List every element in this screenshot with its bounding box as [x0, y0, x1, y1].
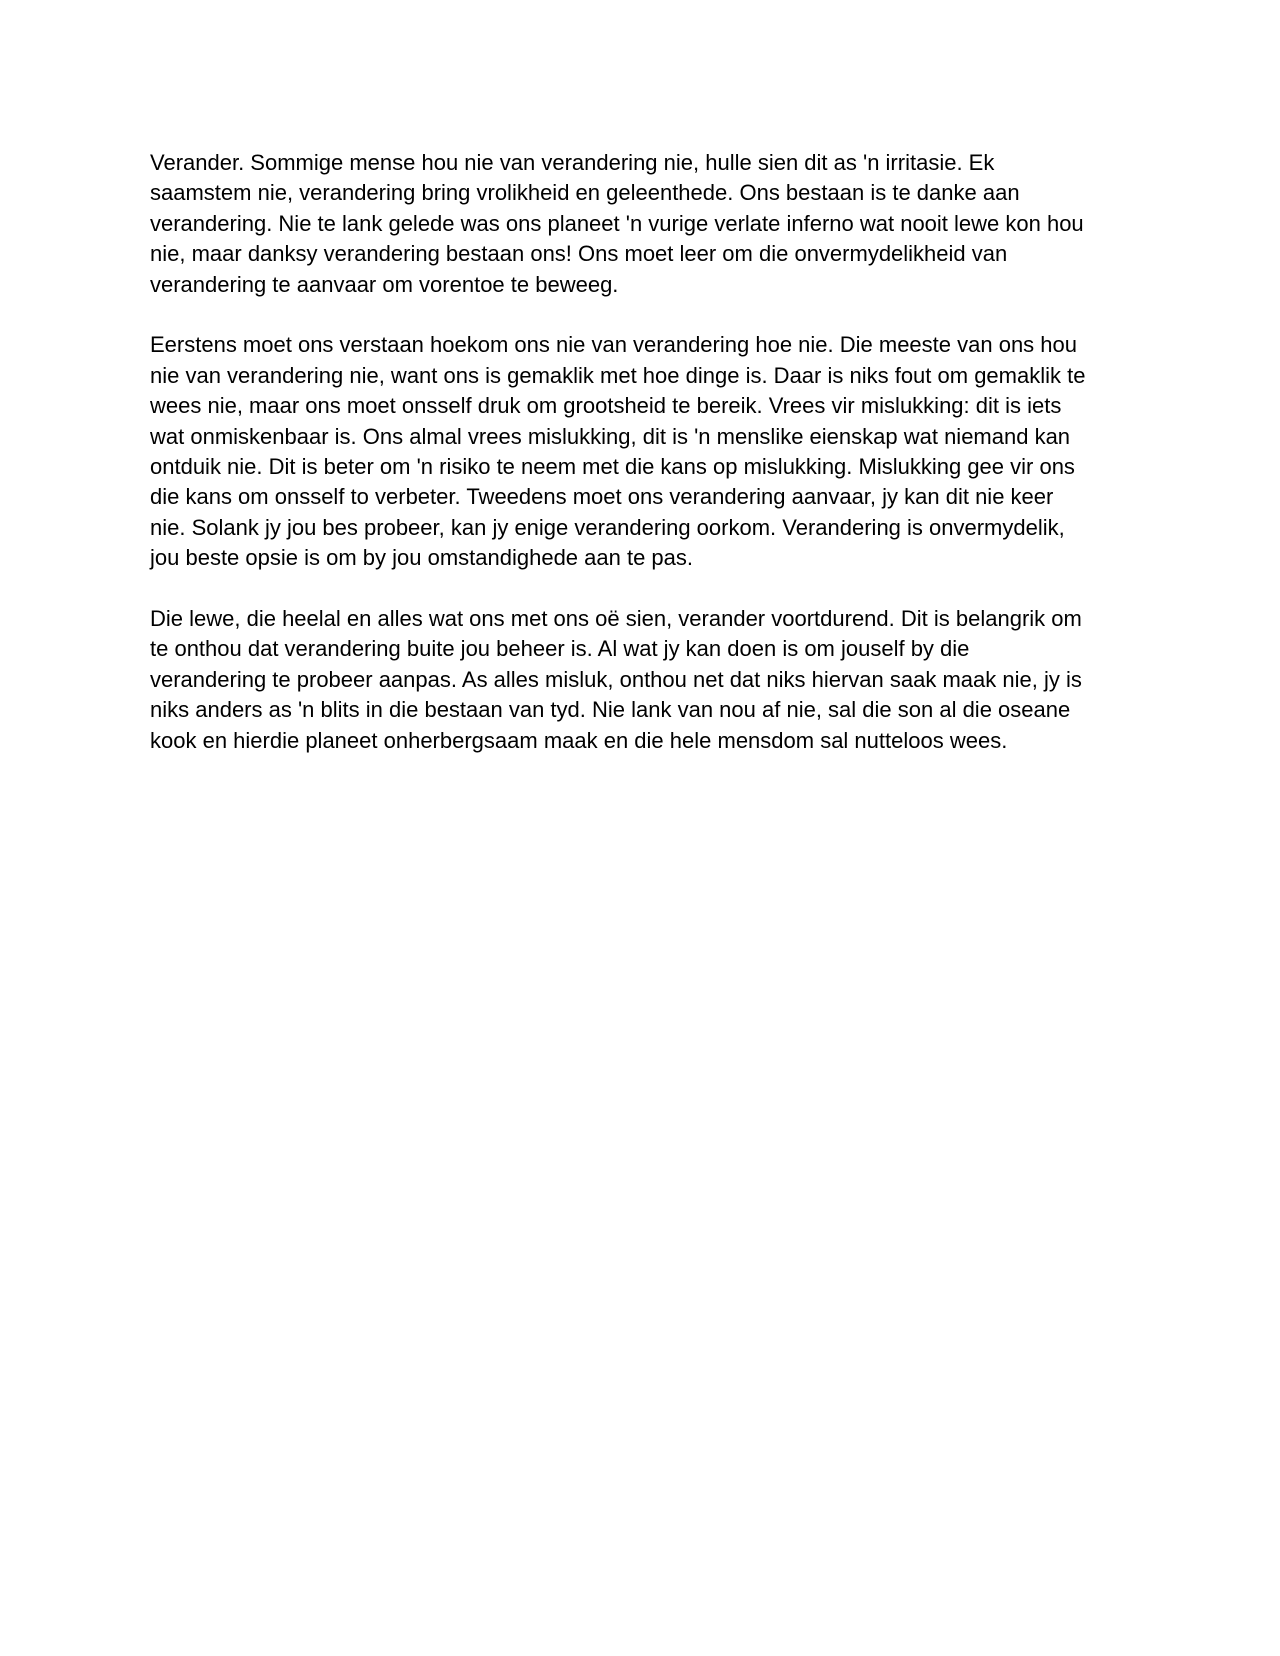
text-line: Die lewe, die heelal en alles wat ons met ons oë sien, verander voortdurend. Dit is belangrik om	[150, 606, 1082, 632]
text-line: Eerstens moet ons verstaan hoekom ons nie van verandering hoe nie. Die meeste van ons hou	[150, 332, 1077, 358]
text-line: wees nie, maar ons moet onsself druk om grootsheid te bereik. Vrees vir mislukking: dit is iets	[150, 393, 1062, 419]
text-line: niks anders as 'n blits in die bestaan van tyd. Nie lank van nou af nie, sal die son al die oseane	[150, 697, 1071, 723]
text-line: Verander. Sommige mense hou nie van verandering nie, hulle sien dit as 'n irritasie. Ek	[150, 150, 995, 175]
text-line: jou beste opsie is om by jou omstandighede aan te pas.	[150, 545, 694, 571]
text-line: verandering. Nie te lank gelede was ons planeet 'n vurige verlate inferno wat nooit lewe kon hou	[150, 210, 1084, 236]
text-line: te onthou dat verandering buite jou beheer is. Al wat jy kan doen is om jouself by die	[150, 636, 970, 662]
text-line: die kans om onsself to verbeter. Tweedens moet ons verandering aanvaar, jy kan dit nie keer	[150, 484, 1054, 510]
text-line: verandering te probeer aanpas. As alles misluk, onthou net dat niks hiervan saak maak nie, jy is	[150, 666, 1082, 692]
text-line: ontduik nie. Dit is beter om 'n risiko te neem met die kans op mislukking. Mislukking gee vir ons	[150, 454, 1075, 480]
text-line: kook en hierdie planeet onherbergsaam maak en die hele mensdom sal nutteloos wees.	[150, 727, 1008, 753]
paragraph-1	[150, 148, 1140, 300]
text-line: wat onmiskenbaar is. Ons almal vrees mislukking, dit is 'n menslike eienskap wat niemand kan	[150, 423, 1071, 449]
text-line: nie. Solank jy jou bes probeer, kan jy enige verandering oorkom. Verandering is onvermydelik,	[150, 514, 1065, 540]
document-body	[150, 148, 1140, 786]
text-line: saamstem nie, verandering bring vrolikheid en geleenthede. Ons bestaan is te danke aan	[150, 180, 1020, 206]
paragraph-2	[150, 330, 1140, 573]
text-line: nie, maar danksy verandering bestaan ons! Ons moet leer om die onvermydelikheid van	[150, 241, 1008, 267]
paragraph-3	[150, 604, 1140, 756]
text-line: nie van verandering nie, want ons is gemaklik met hoe dinge is. Daar is niks fout om gemaklik te	[150, 362, 1086, 388]
text-line: verandering te aanvaar om vorentoe te beweeg.	[150, 271, 619, 297]
